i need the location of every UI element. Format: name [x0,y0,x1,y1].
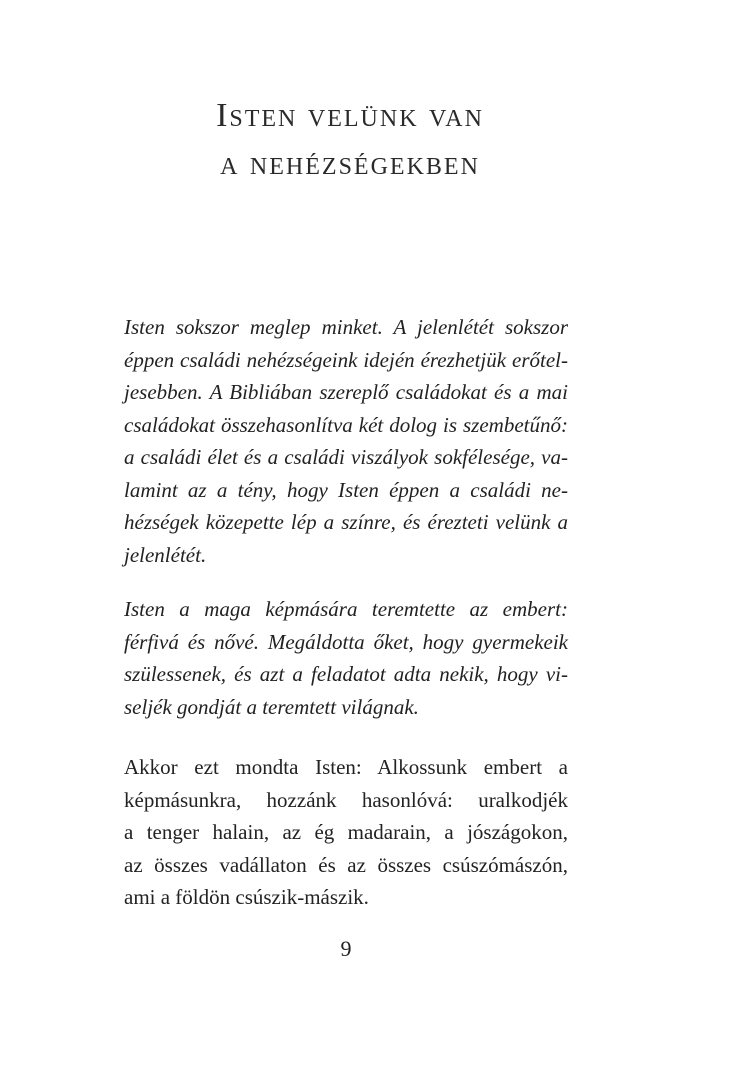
creation-summary-paragraph [124,593,568,723]
paragraph-line: jesebben. A Bibliában szereplő családokat és a mai [124,380,568,404]
page-number: 9 [340,936,352,961]
paragraph-line: Akkor ezt mondta Isten: Alkossunk embert a [124,755,568,779]
paragraph-line: a tenger halain, az ég madarain, a jószágokon, [124,820,568,844]
paragraph-line: családokat összehasonlítva két dolog is szembetűnő: [124,412,568,437]
paragraph-line: hézségek közepette lép a színre, és érezteti velünk a [124,510,568,534]
paragraph-line: szülessenek, és azt a feladatot adta nekik, hogy vi- [124,662,568,686]
paragraph-line: éppen családi nehézségeink idején érezhetjük erőtel- [124,347,568,372]
paragraph-line: a családi élet és a családi viszályok sokfélesége, va- [124,445,568,469]
paragraph-line: az összes vadállaton és az összes csúszómászón, [124,852,568,877]
paragraph-line: ami a földön csúszik-mászik. [124,885,369,909]
paragraph-line: seljék gondját a teremtett világnak. [124,694,419,719]
intro-paragraph [124,311,568,571]
paragraph-line: férfivá és nővé. Megáldotta őket, hogy gyermekeik [124,629,568,654]
chapter-title-line-1: Isten velünk van [216,97,484,134]
paragraph-line: Isten a maga képmására teremtette az embert: [124,597,568,621]
paragraph-line: lamint az a tény, hogy Isten éppen a családi ne- [124,477,568,502]
paragraph-line: képmásunkra, hozzánk hasonlóvá: uralkodjék [124,787,568,812]
chapter-title-line-2: a nehézségekben [220,145,480,182]
paragraph-line: jelenlétét. [124,542,207,567]
scripture-quote-paragraph [124,751,568,914]
paragraph-line: Isten sokszor meglep minket. A jelenlétét sokszor [124,315,568,339]
